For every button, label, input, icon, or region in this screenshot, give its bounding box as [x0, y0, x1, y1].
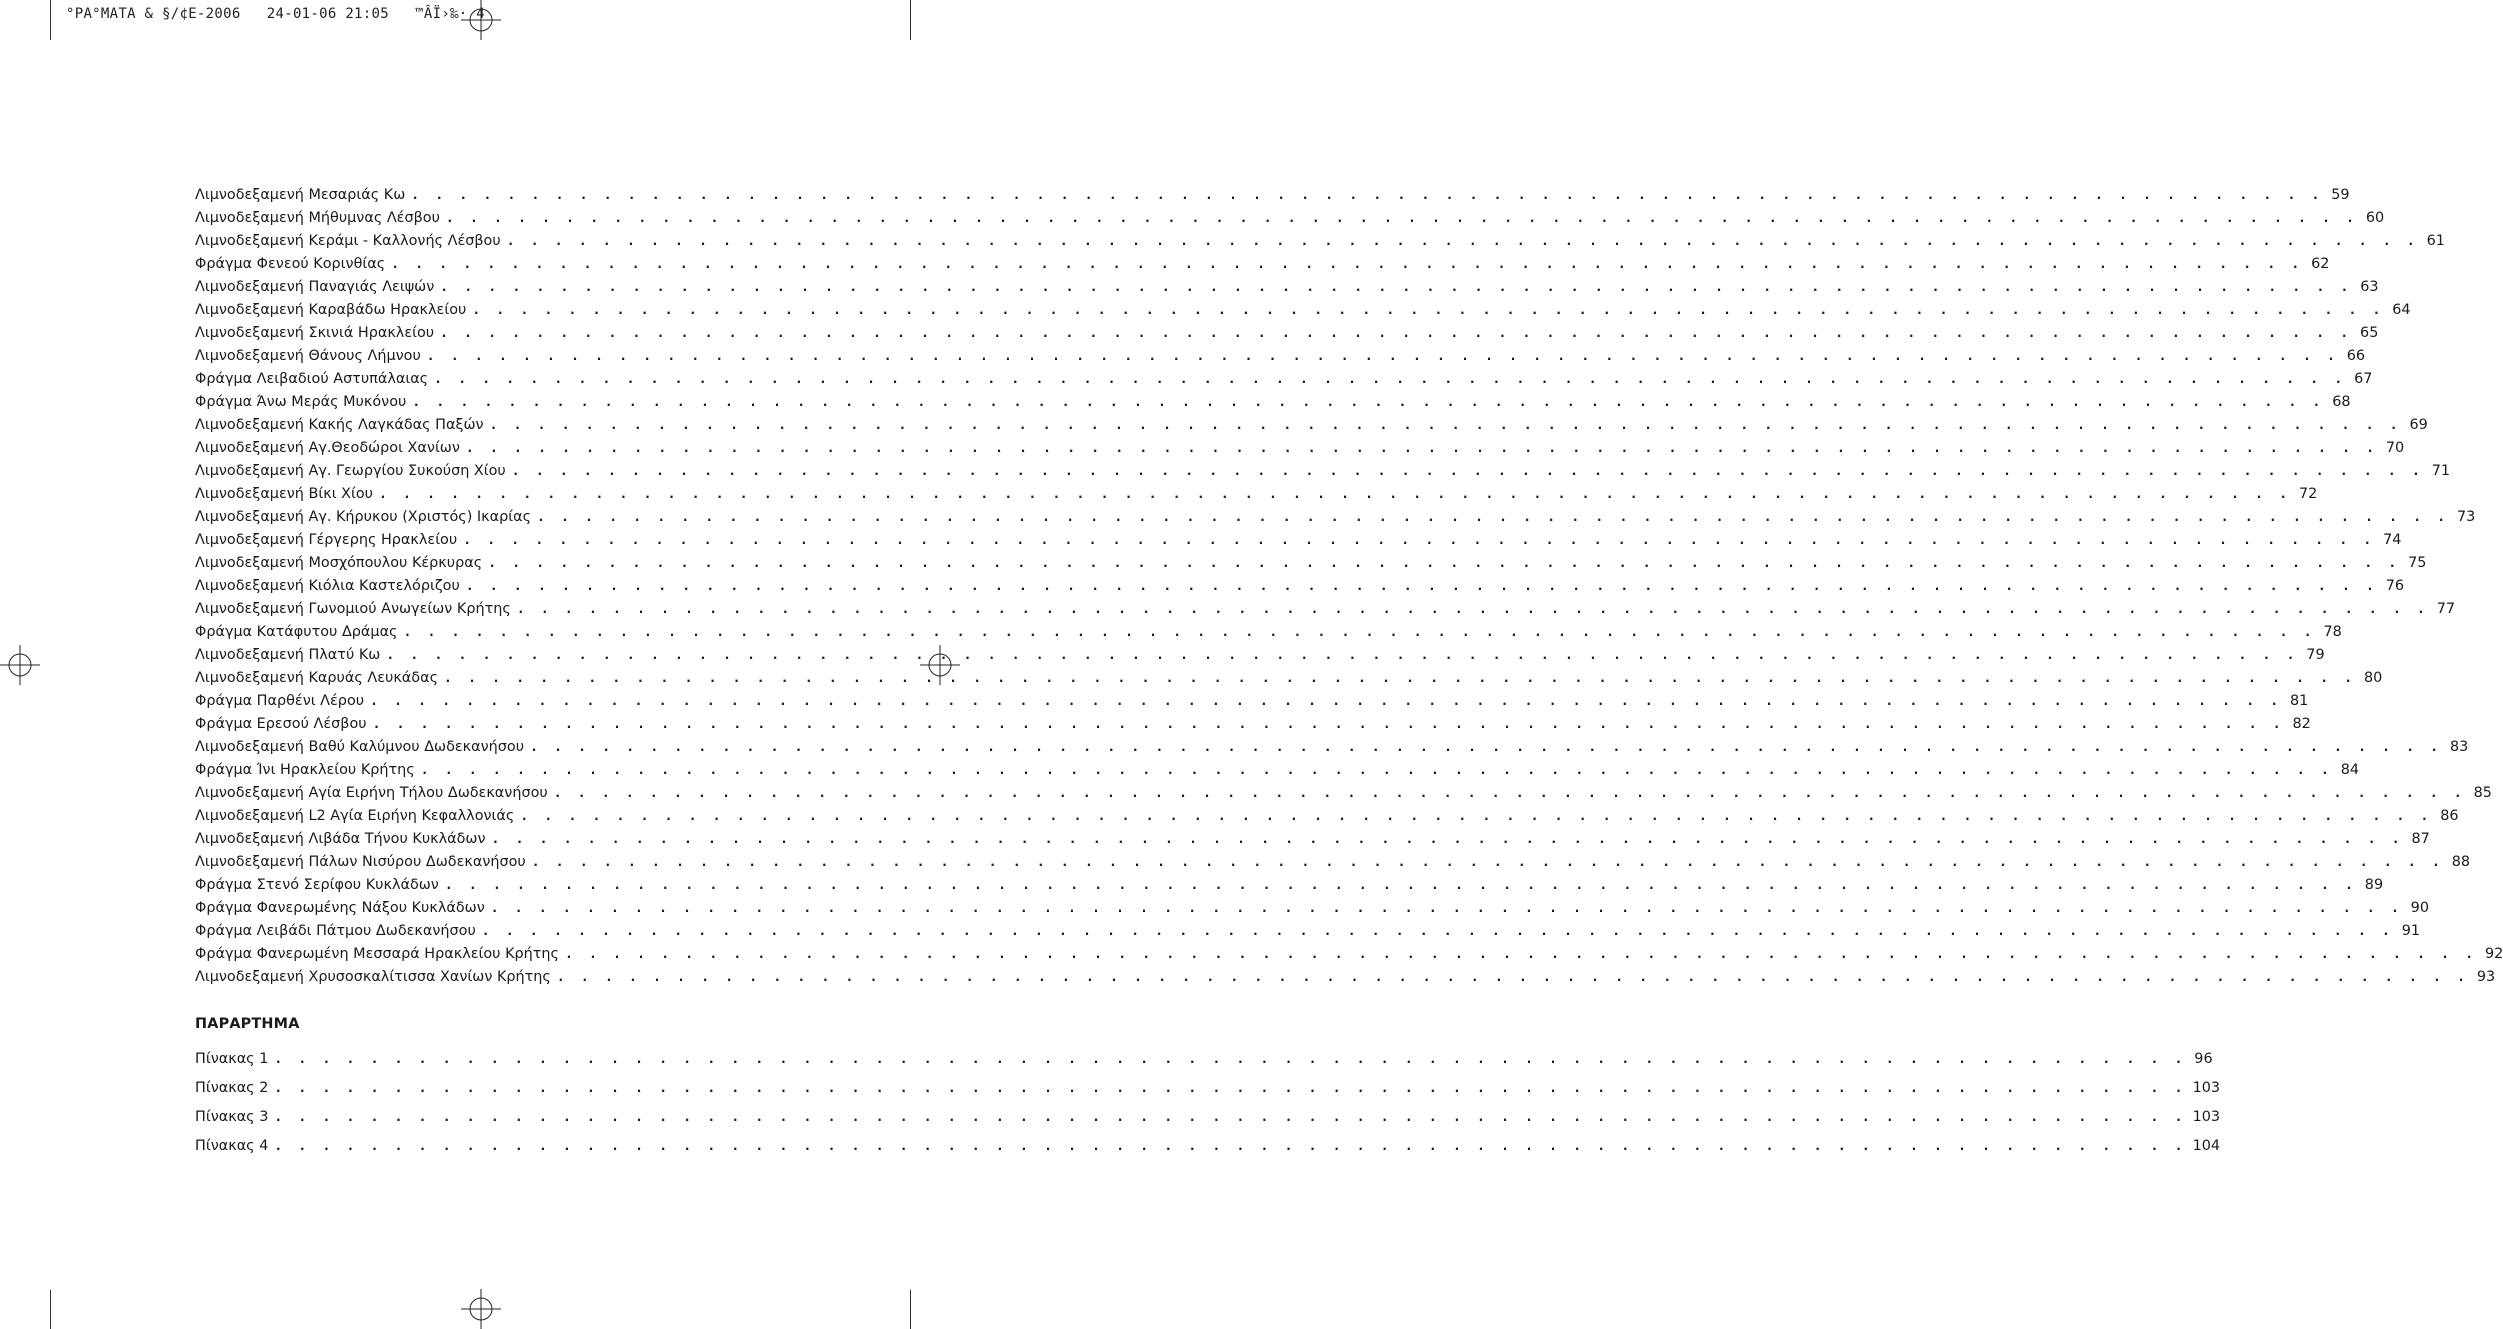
- crop-mark-top-left-vertical: [50, 0, 51, 40]
- toc-entry-title: Λιμνοδεξαμενή Μήθυμνας Λέσβου: [195, 210, 440, 226]
- toc-entry: [195, 759, 2360, 782]
- dot-leader: . . . . . . . . . . . . . . . . . . . . . . . . . . . . . . . . . . . . . . . . . . . . . . . . . . . . . . . . . . . . . . . . . . . . . . . . . . . . . . . .: [472, 303, 2385, 318]
- toc-entry-page-number: 103: [2192, 1080, 2221, 1096]
- toc-entry: [195, 506, 2476, 529]
- toc-entry-title: Λιμνοδεξαμενή Κιόλια Καστελόριζου: [195, 578, 460, 594]
- toc-entry: [195, 1074, 2221, 1103]
- toc-entry-page-number: 84: [2340, 762, 2360, 778]
- toc-entry-title: Λιμνοδεξαμενή Πλατύ Κω: [195, 647, 381, 663]
- toc-entry-page-number: 72: [2298, 486, 2318, 502]
- toc-entry: [195, 736, 2469, 759]
- toc-entry: [195, 966, 2496, 989]
- toc-entry-title: Φράγμα Ερεσού Λέσβου: [195, 716, 367, 732]
- dot-leader: . . . . . . . . . . . . . . . . . . . . . . . . . . . . . . . . . . . . . . . . . . . . . . . . . . . . . . . . . . . . . . . . . . . . . . . . . . . . . . . .: [465, 579, 2379, 594]
- dot-leader: . . . . . . . . . . . . . . . . . . . . . . . . . . . . . . . . . . . . . . . . . . . . . . . . . . . . . . . . . . . . . . . . . . . . . . . . . . . . . . . .: [444, 878, 2358, 893]
- dot-leader: . . . . . . . . . . . . . . . . . . . . . . . . . . . . . . . . . . . . . . . . . . . . . . . . . . . . . . . . . . . . . . . . . . . . . . . . . . . . . . . .: [440, 326, 2353, 341]
- registration-mark-bottom-icon: [461, 1289, 501, 1329]
- toc-entry-page-number: 64: [2392, 302, 2411, 318]
- toc-entry: [195, 943, 2503, 966]
- toc-entry-page-number: 66: [2346, 348, 2366, 364]
- toc-entry-page-number: 88: [2451, 854, 2470, 870]
- toc-entry: [195, 1132, 2221, 1161]
- toc-entry: [195, 713, 2311, 736]
- toc-entry: [195, 529, 2402, 552]
- toc-entry: [195, 897, 2429, 920]
- toc-entry: [195, 253, 2330, 276]
- dot-leader: . . . . . . . . . . . . . . . . . . . . . . . . . . . . . . . . . . . . . . . . . . . . . . . . . . . . . . . . . . . . . . . . . . . . . . . . . . . . . . . .: [553, 786, 2466, 801]
- toc-entry: [195, 460, 2451, 483]
- registration-mark-left-icon: [0, 645, 40, 685]
- table-of-contents: [195, 184, 2503, 989]
- dot-leader: . . . . . . . . . . . . . . . . . . . . . . . . . . . . . . . . . . . . . . . . . . . . . . . . . . . . . . . . . . . . . . . . . . . . . . . . . . . . . . . .: [491, 832, 2404, 847]
- toc-entry-title: Λιμνοδεξαμενή Λιβάδα Τήνου Κυκλάδων: [195, 831, 486, 847]
- toc-entry-title: Λιμνοδεξαμενή Μοσχόπουλου Κέρκυρας: [195, 555, 483, 571]
- dot-leader: . . . . . . . . . . . . . . . . . . . . . . . . . . . . . . . . . . . . . . . . . . . . . . . . . . . . . . . . . . . . . . . . . . . . . . . . . . . . . . . .: [531, 855, 2444, 870]
- dot-leader: . . . . . . . . . . . . . . . . . . . . . . . . . . . . . . . . . . . . . . . . . . . . . . . . . . . . . . . . . . . . . . . . . . . . . . . . . . . . . . . .: [274, 1110, 2187, 1125]
- toc-entry-page-number: 74: [2383, 532, 2402, 548]
- toc-entry-page-number: 77: [2436, 601, 2456, 617]
- toc-entry: [195, 483, 2318, 506]
- dot-leader: . . . . . . . . . . . . . . . . . . . . . . . . . . . . . . . . . . . . . . . . . . . . . . . . . . . . . . . . . . . . . . . . . . . . . . . . . . . . . . . .: [490, 901, 2403, 916]
- toc-entry-title: Λιμνοδεξαμενή Μεσαριάς Κω: [195, 187, 406, 203]
- toc-entry: [195, 828, 2430, 851]
- toc-entry: [195, 805, 2459, 828]
- crop-mark-bottom-left-vertical: [50, 1290, 51, 1329]
- toc-entry: [195, 667, 2383, 690]
- toc-entry-title: Λιμνοδεξαμενή Κεράμι - Καλλονής Λέσβου: [195, 233, 501, 249]
- toc-entry: [195, 1045, 2213, 1074]
- toc-entry-page-number: 91: [2401, 923, 2421, 939]
- toc-entry-title: Λιμνοδεξαμενή Καραβάδω Ηρακλείου: [195, 302, 467, 318]
- dot-leader: . . . . . . . . . . . . . . . . . . . . . . . . . . . . . . . . . . . . . . . . . . . . . . . . . . . . . . . . . . . . . . . . . . . . . . . . . . . . . . . .: [511, 464, 2425, 479]
- toc-entry-title: Φράγμα Λειβάδι Πάτμου Δωδεκανήσου: [195, 923, 476, 939]
- dot-leader: . . . . . . . . . . . . . . . . . . . . . . . . . . . . . . . . . . . . . . . . . . . . . . . . . . . . . . . . . . . . . . . . . . . . . . . . . . . . . . . .: [445, 211, 2359, 226]
- toc-entry: [195, 621, 2342, 644]
- dot-leader: . . . . . . . . . . . . . . . . . . . . . . . . . . . . . . . . . . . . . . . . . . . . . . . . . . . . . . . . . . . . . . . . . . . . . . . . . . . . . . . .: [411, 188, 2324, 203]
- toc-entry-title: Λιμνοδεξαμενή L2 Αγία Ειρήνη Κεφαλλονιάς: [195, 808, 515, 824]
- toc-entry: [195, 851, 2470, 874]
- toc-entry: [195, 414, 2428, 437]
- toc-entry-title: Πίνακας 1: [195, 1051, 269, 1067]
- toc-entry-page-number: 83: [2450, 739, 2469, 755]
- toc-entry-title: Φράγμα Φανερωμένης Νάξου Κυκλάδων: [195, 900, 485, 916]
- dot-leader: . . . . . . . . . . . . . . . . . . . . . . . . . . . . . . . . . . . . . . . . . . . . . . . . . . . . . . . . . . . . . . . . . . . . . . . . . . . . . . . .: [506, 234, 2419, 249]
- toc-entry: [195, 920, 2421, 943]
- toc-entry: [195, 598, 2456, 621]
- registration-mark-top-icon: [461, 0, 501, 40]
- toc-entry-title: Λιμνοδεξαμενή Παναγιάς Λειψών: [195, 279, 435, 295]
- toc-entry: [195, 368, 2373, 391]
- toc-entry-page-number: 67: [2354, 371, 2373, 387]
- dot-leader: . . . . . . . . . . . . . . . . . . . . . . . . . . . . . . . . . . . . . . . . . . . . . . . . . . . . . . . . . . . . . . . . . . . . . . . . . . . . . . . .: [463, 533, 2376, 548]
- toc-entry-title: Λιμνοδεξαμενή Αγ. Γεωργίου Συκούση Χίου: [195, 463, 506, 479]
- toc-entry-page-number: 79: [2306, 647, 2325, 663]
- toc-entry: [195, 184, 2350, 207]
- toc-entry: [195, 690, 2309, 713]
- toc-entry-title: Λιμνοδεξαμενή Αγ. Κήρυκου (Χριστός) Ικαρίας: [195, 509, 532, 525]
- toc-entry-page-number: 85: [2473, 785, 2492, 801]
- toc-entry-title: Φράγμα Ίνι Ηρακλείου Κρήτης: [195, 762, 415, 778]
- toc-entry-page-number: 93: [2476, 969, 2496, 985]
- toc-entry: [195, 276, 2379, 299]
- toc-entry: [195, 437, 2405, 460]
- toc-entry-title: Λιμνοδεξαμενή Καρυάς Λευκάδας: [195, 670, 439, 686]
- toc-entry-page-number: 69: [2409, 417, 2428, 433]
- dot-leader: . . . . . . . . . . . . . . . . . . . . . . . . . . . . . . . . . . . . . . . . . . . . . . . . . . . . . . . . . . . . . . . . . . . . . . . . . . . . . . . .: [420, 763, 2334, 778]
- dot-leader: . . . . . . . . . . . . . . . . . . . . . . . . . . . . . . . . . . . . . . . . . . . . . . . . . . . . . . . . . . . . . . . . . . . . . . . . . . . . . . . .: [412, 395, 2325, 410]
- dot-leader: . . . . . . . . . . . . . . . . . . . . . . . . . . . . . . . . . . . . . . . . . . . . . . . . . . . . . . . . . . . . . . . . . . . . . . . . . . . . . . . .: [444, 671, 2357, 686]
- toc-entry-page-number: 75: [2408, 555, 2427, 571]
- dot-leader: . . . . . . . . . . . . . . . . . . . . . . . . . . . . . . . . . . . . . . . . . . . . . . . . . . . . . . . . . . . . . . . . . . . . . . . . . . . . . . . .: [537, 510, 2450, 525]
- toc-entry: [195, 575, 2405, 598]
- toc-entry-title: Πίνακας 4: [195, 1138, 269, 1154]
- toc-entry: [195, 644, 2325, 667]
- toc-entry-title: Λιμνοδεξαμενή Βαθύ Καλύμνου Δωδεκανήσου: [195, 739, 525, 755]
- appendix-heading: ΠΑΡΑΡΤΗΜΑ: [195, 1016, 300, 1032]
- toc-entry-page-number: 61: [2426, 233, 2445, 249]
- toc-entry-title: Λιμνοδεξαμενή Θάνους Λήμνου: [195, 348, 421, 364]
- crop-mark-top-right-vertical: [910, 0, 911, 40]
- toc-entry: [195, 345, 2366, 368]
- toc-entry-page-number: 92: [2484, 946, 2503, 962]
- dot-leader: . . . . . . . . . . . . . . . . . . . . . . . . . . . . . . . . . . . . . . . . . . . . . . . . . . . . . . . . . . . . . . . . . . . . . . . . . . . . . . . .: [434, 372, 2347, 387]
- toc-entry-page-number: 68: [2332, 394, 2351, 410]
- toc-entry: [195, 552, 2427, 575]
- toc-entry: [195, 299, 2411, 322]
- toc-entry-page-number: 65: [2360, 325, 2379, 341]
- toc-entry-title: Φράγμα Λειβαδιού Αστυπάλαιας: [195, 371, 429, 387]
- toc-entry-title: Λιμνοδεξαμενή Αγία Ειρήνη Τήλου Δωδεκανήσου: [195, 785, 548, 801]
- toc-entry: [195, 874, 2384, 897]
- dot-leader: . . . . . . . . . . . . . . . . . . . . . . . . . . . . . . . . . . . . . . . . . . . . . . . . . . . . . . . . . . . . . . . . . . . . . . . . . . . . . . . .: [274, 1081, 2187, 1096]
- toc-entry-title: Πίνακας 3: [195, 1109, 269, 1125]
- crop-mark-bottom-right-vertical: [910, 1290, 911, 1329]
- toc-entry-title: Φράγμα Φενεού Κορινθίας: [195, 256, 386, 272]
- toc-entry-page-number: 70: [2385, 440, 2405, 456]
- toc-entry-page-number: 81: [2290, 693, 2309, 709]
- toc-entry-title: Λιμνοδεξαμενή Αγ.Θεοδώροι Χανίων: [195, 440, 460, 456]
- toc-entry-page-number: 60: [2365, 210, 2385, 226]
- toc-entry: [195, 207, 2385, 230]
- dot-leader: . . . . . . . . . . . . . . . . . . . . . . . . . . . . . . . . . . . . . . . . . . . . . . . . . . . . . . . . . . . . . . . . . . . . . . . . . . . . . . . .: [372, 717, 2285, 732]
- toc-entry-page-number: 103: [2192, 1109, 2221, 1125]
- dot-leader: . . . . . . . . . . . . . . . . . . . . . . . . . . . . . . . . . . . . . . . . . . . . . . . . . . . . . . . . . . . . . . . . . . . . . . . . . . . . . . . .: [370, 694, 2283, 709]
- toc-entry-page-number: 80: [2363, 670, 2383, 686]
- toc-entry-title: Φράγμα Στενό Σερίφου Κυκλάδων: [195, 877, 439, 893]
- dot-leader: . . . . . . . . . . . . . . . . . . . . . . . . . . . . . . . . . . . . . . . . . . . . . . . . . . . . . . . . . . . . . . . . . . . . . . . . . . . . . . . .: [274, 1139, 2187, 1154]
- toc-entry: [195, 1103, 2221, 1132]
- toc-entry-page-number: 82: [2292, 716, 2311, 732]
- dot-leader: . . . . . . . . . . . . . . . . . . . . . . . . . . . . . . . . . . . . . . . . . . . . . . . . . . . . . . . . . . . . . . . . . . . . . . . . . . . . . . . .: [481, 924, 2395, 939]
- toc-entry-page-number: 90: [2410, 900, 2429, 916]
- toc-entry-page-number: 96: [2194, 1051, 2213, 1067]
- toc-entry-page-number: 104: [2192, 1138, 2221, 1154]
- dot-leader: . . . . . . . . . . . . . . . . . . . . . . . . . . . . . . . . . . . . . . . . . . . . . . . . . . . . . . . . . . . . . . . . . . . . . . . . . . . . . . . .: [391, 257, 2304, 272]
- dot-leader: . . . . . . . . . . . . . . . . . . . . . . . . . . . . . . . . . . . . . . . . . . . . . . . . . . . . . . . . . . . . . . . . . . . . . . . . . . . . . . . .: [488, 556, 2401, 571]
- dot-leader: . . . . . . . . . . . . . . . . . . . . . . . . . . . . . . . . . . . . . . . . . . . . . . . . . . . . . . . . . . . . . . . . . . . . . . . . . . . . . . . .: [379, 487, 2292, 502]
- toc-entry: [195, 782, 2492, 805]
- dot-leader: . . . . . . . . . . . . . . . . . . . . . . . . . . . . . . . . . . . . . . . . . . . . . . . . . . . . . . . . . . . . . . . . . . . . . . . . . . . . . . . .: [520, 809, 2433, 824]
- toc-entry-title: Λιμνοδεξαμενή Κακής Λαγκάδας Παξών: [195, 417, 484, 433]
- dot-leader: . . . . . . . . . . . . . . . . . . . . . . . . . . . . . . . . . . . . . . . . . . . . . . . . . . . . . . . . . . . . . . . . . . . . . . . . . . . . . . . .: [440, 280, 2353, 295]
- dot-leader: . . . . . . . . . . . . . . . . . . . . . . . . . . . . . . . . . . . . . . . . . . . . . . . . . . . . . . . . . . . . . . . . . . . . . . . . . . . . . . . .: [489, 418, 2402, 433]
- toc-entry-title: Πίνακας 2: [195, 1080, 269, 1096]
- toc-entry-title: Λιμνοδεξαμενή Γέργερης Ηρακλείου: [195, 532, 458, 548]
- toc-entry-page-number: 76: [2385, 578, 2405, 594]
- toc-entry-page-number: 71: [2431, 463, 2451, 479]
- toc-entry-title: Λιμνοδεξαμενή Χρυσοσκαλίτισσα Χανίων Κρήτης: [195, 969, 551, 985]
- toc-entry-page-number: 62: [2311, 256, 2330, 272]
- toc-entry-title: Φράγμα Κατάφυτου Δράμας: [195, 624, 398, 640]
- toc-entry-title: Φράγμα Άνω Μεράς Μυκόνου: [195, 394, 407, 410]
- toc-entry-title: Φράγμα Φανερωμένη Μεσσαρά Ηρακλείου Κρήτης: [195, 946, 559, 962]
- toc-entry-page-number: 89: [2364, 877, 2384, 893]
- dot-leader: . . . . . . . . . . . . . . . . . . . . . . . . . . . . . . . . . . . . . . . . . . . . . . . . . . . . . . . . . . . . . . . . . . . . . . . . . . . . . . . .: [516, 602, 2430, 617]
- printer-slug: °PA°MATA & §/¢E-2006 24-01-06 21:05 ™ÂÏ›‰· 4: [66, 6, 485, 22]
- toc-entry-title: Λιμνοδεξαμενή Γωνομιού Ανωγείων Κρήτης: [195, 601, 511, 617]
- dot-leader: . . . . . . . . . . . . . . . . . . . . . . . . . . . . . . . . . . . . . . . . . . . . . . . . . . . . . . . . . . . . . . . . . . . . . . . . . . . . . . . .: [403, 625, 2316, 640]
- dot-leader: . . . . . . . . . . . . . . . . . . . . . . . . . . . . . . . . . . . . . . . . . . . . . . . . . . . . . . . . . . . . . . . . . . . . . . . . . . . . . . . .: [386, 648, 2299, 663]
- toc-entry-page-number: 87: [2411, 831, 2430, 847]
- toc-entry: [195, 391, 2351, 414]
- toc-entry-page-number: 78: [2323, 624, 2342, 640]
- toc-entry-page-number: 59: [2331, 187, 2350, 203]
- toc-entry-page-number: 63: [2360, 279, 2379, 295]
- dot-leader: . . . . . . . . . . . . . . . . . . . . . . . . . . . . . . . . . . . . . . . . . . . . . . . . . . . . . . . . . . . . . . . . . . . . . . . . . . . . . . . .: [556, 970, 2470, 985]
- dot-leader: . . . . . . . . . . . . . . . . . . . . . . . . . . . . . . . . . . . . . . . . . . . . . . . . . . . . . . . . . . . . . . . . . . . . . . . . . . . . . . . .: [530, 740, 2443, 755]
- appendix-list: [195, 1045, 2221, 1161]
- dot-leader: . . . . . . . . . . . . . . . . . . . . . . . . . . . . . . . . . . . . . . . . . . . . . . . . . . . . . . . . . . . . . . . . . . . . . . . . . . . . . . . .: [274, 1052, 2187, 1067]
- toc-entry-page-number: 73: [2456, 509, 2476, 525]
- toc-entry: [195, 230, 2445, 253]
- dot-leader: . . . . . . . . . . . . . . . . . . . . . . . . . . . . . . . . . . . . . . . . . . . . . . . . . . . . . . . . . . . . . . . . . . . . . . . . . . . . . . . .: [426, 349, 2340, 364]
- toc-entry-page-number: 86: [2440, 808, 2459, 824]
- toc-entry-title: Φράγμα Παρθένι Λέρου: [195, 693, 365, 709]
- dot-leader: . . . . . . . . . . . . . . . . . . . . . . . . . . . . . . . . . . . . . . . . . . . . . . . . . . . . . . . . . . . . . . . . . . . . . . . . . . . . . . . .: [565, 947, 2478, 962]
- toc-entry-title: Λιμνοδεξαμενή Σκινιά Ηρακλείου: [195, 325, 435, 341]
- toc-entry-title: Λιμνοδεξαμενή Βίκι Χίου: [195, 486, 373, 502]
- toc-entry-title: Λιμνοδεξαμενή Πάλων Νισύρου Δωδεκανήσου: [195, 854, 526, 870]
- dot-leader: . . . . . . . . . . . . . . . . . . . . . . . . . . . . . . . . . . . . . . . . . . . . . . . . . . . . . . . . . . . . . . . . . . . . . . . . . . . . . . . .: [465, 441, 2379, 456]
- toc-entry: [195, 322, 2379, 345]
